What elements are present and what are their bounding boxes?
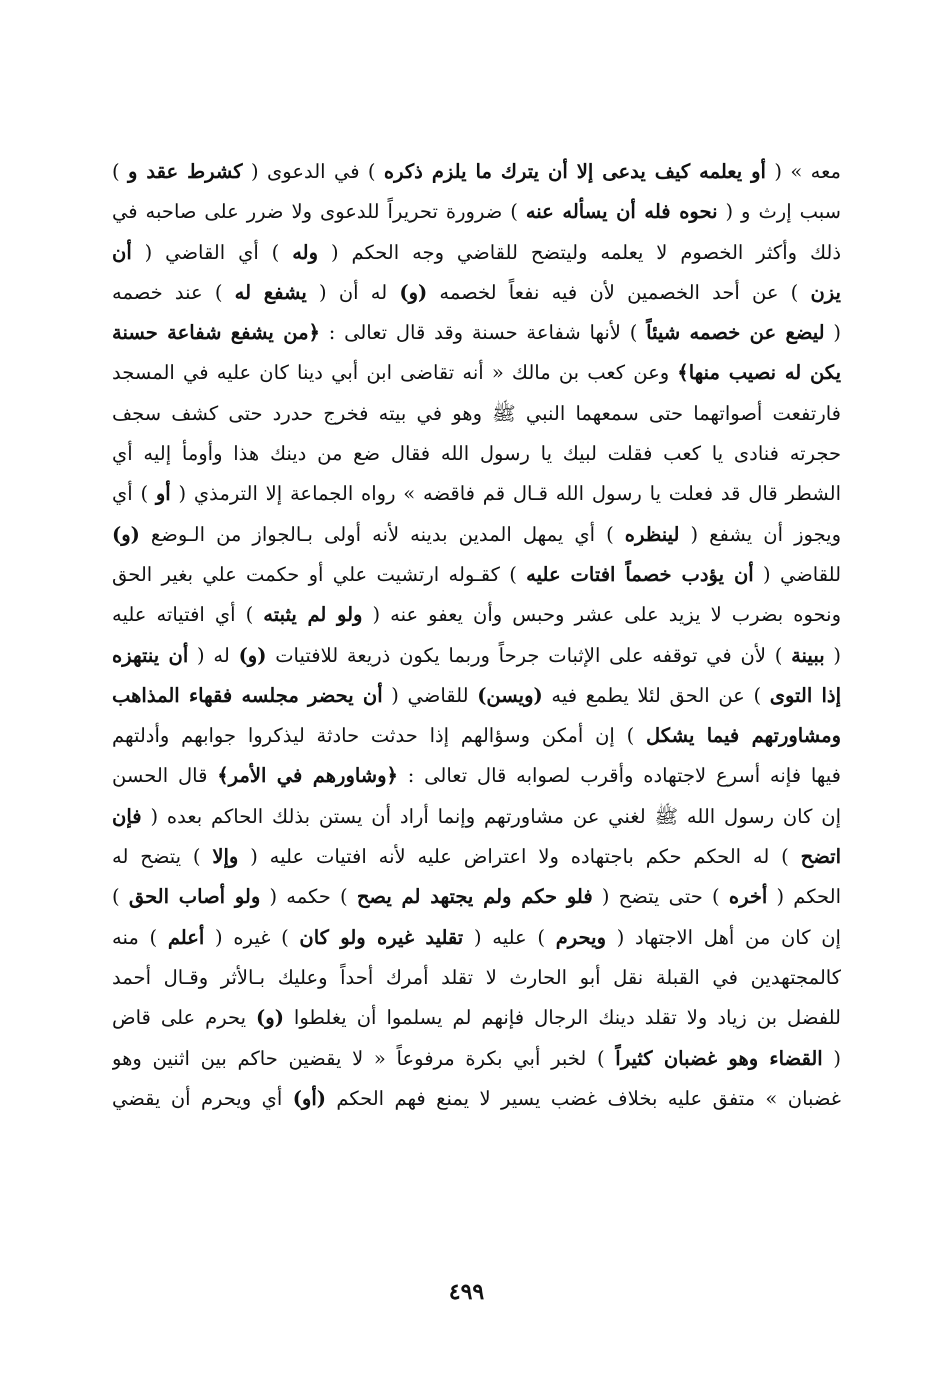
text-line	[112, 353, 841, 393]
text-segment: كالمجتهدين في القبلة نقل أبو الحارث لا تقلد أمرك أحداً وعليك بـالأثر وقـال أحمد	[112, 965, 841, 989]
bold-text-segment: وإلا	[212, 845, 239, 869]
bold-text-segment: ليضع عن خصمه شيئاً	[646, 321, 825, 345]
text-segment: ) يتضح له	[112, 845, 213, 869]
bold-text-segment: ومشاورتهم فيما يشكل	[646, 724, 841, 748]
text-segment: (	[824, 321, 841, 345]
text-segment: )	[112, 160, 128, 183]
text-segment: ) كقـوله ارتشيت علي أو حكمت علي بغير الحق	[112, 562, 527, 586]
text-segment: ) له الحكم حكم باجتهاده ولا اعتراض عليه لأنه افتيات عليه (	[238, 845, 801, 869]
text-line	[112, 837, 841, 877]
bold-text-segment: أن يحضر مجلسه فقهاء المذاهب	[112, 683, 383, 707]
text-segment: ) عن الحق لئلا يطمع فيه	[542, 683, 770, 707]
body-text	[112, 152, 841, 1119]
text-line	[112, 676, 841, 716]
text-segment: إن كان من أهل الاجتهاد (	[605, 925, 841, 949]
bold-text-segment: لينظره	[624, 522, 680, 546]
text-line	[112, 394, 841, 434]
text-segment: ونحوه بضرب لا يزيد على عشر وحبس وأن يعفو عنه (	[362, 603, 841, 627]
text-segment: سبب إرث و (	[717, 200, 841, 224]
text-segment: ) لخبر أبي بكرة مرفوعاً « لا يقضين حاكم بين اثنين وهو	[112, 1046, 616, 1070]
text-line	[112, 152, 841, 192]
text-segment: ) غيره (	[204, 925, 300, 949]
text-line	[112, 877, 841, 917]
text-segment: ) أي	[112, 482, 156, 506]
text-line	[112, 434, 841, 474]
text-line	[112, 797, 841, 837]
text-line	[112, 998, 841, 1038]
text-line	[112, 716, 841, 756]
text-segment: ) أي يمهل المدين بدينه لأنه أولى بـالجواز من الـوضع	[139, 522, 625, 546]
text-line	[112, 958, 841, 998]
bold-text-segment: أو يعلمه كيف يدعى إلا أن يترك ما يلزم ذكره	[383, 160, 766, 183]
text-segment: إن كان رسول الله ﷺ لغني عن مشاورتهم وإنما أراد أن يستن بذلك الحاكم بعده (	[141, 804, 841, 828]
bold-text-segment: (و)	[112, 522, 140, 546]
text-segment: الشطر قال قد فعلت يا رسول الله قـال قم فاقضه » رواه الجماعة إلا الترمذي (	[170, 482, 841, 506]
text-segment: للقاضي (	[753, 562, 841, 586]
bold-text-segment: (و)	[238, 643, 267, 667]
bold-text-segment: ﴿وشاورهم في الأمر﴾	[217, 764, 398, 788]
bold-text-segment: يزن	[810, 280, 841, 304]
text-segment: أي ويحرم أن يقضي	[112, 1086, 293, 1110]
text-segment: قال الحسن	[112, 764, 218, 788]
text-line	[112, 313, 841, 353]
text-segment: ) إن أمكن وسؤالهم إذا حدثت حادثة ليذكروا جوابهم وأدلتهم	[112, 724, 647, 748]
text-line	[112, 756, 841, 796]
text-segment: غضبان » متفق عليه بخلاف غضب يسير لا يمنع فهم الحكم	[326, 1086, 841, 1110]
text-segment: له أن (	[306, 280, 400, 304]
bold-text-segment: أن	[112, 240, 132, 264]
bold-text-segment: كشرط عقد و	[128, 160, 243, 183]
bold-text-segment: ولو لم يثبته	[263, 603, 363, 627]
text-line	[112, 273, 841, 313]
text-line	[112, 595, 841, 635]
text-line	[112, 1079, 841, 1119]
bold-text-segment: يشفع له	[234, 280, 307, 304]
bold-text-segment: ولو أصاب الحق	[128, 885, 261, 909]
text-line	[112, 1039, 841, 1079]
bold-text-segment: (و)	[399, 280, 428, 304]
text-segment: (	[824, 643, 841, 667]
text-segment: للقاضي (	[382, 683, 478, 707]
text-line	[112, 515, 841, 555]
bold-text-segment: أخره	[728, 885, 768, 909]
text-segment: وعن كعب بن مالك « أنه تقاضى ابن أبي دينا كان عليه في المسجد	[112, 361, 678, 385]
text-line	[112, 636, 841, 676]
text-segment: له (	[188, 643, 239, 667]
bold-text-segment: أن يؤدب خصماً افتات عليه	[526, 562, 754, 586]
text-segment: ) حكمه (	[260, 885, 357, 909]
bold-text-segment: يكن له نصيب منها﴾	[677, 361, 841, 385]
text-segment: ) أي القاضي (	[131, 240, 293, 264]
text-segment: يحرم على قاض	[112, 1006, 257, 1030]
text-segment: (	[822, 1046, 841, 1070]
bold-text-segment: فلو حكم ولم يجتهد لم يصح	[356, 885, 593, 909]
bold-text-segment: وله	[292, 240, 319, 264]
bold-text-segment: (أو)	[292, 1086, 326, 1110]
text-segment: معه » (	[765, 160, 841, 183]
bold-text-segment: القضاء وهو غضبان كثيراً	[615, 1046, 823, 1070]
text-line	[112, 555, 841, 595]
text-line	[112, 233, 841, 273]
bold-text-segment: أعلم	[167, 925, 205, 949]
text-segment: ويجوز أن يشفع (	[679, 522, 841, 546]
bold-text-segment: ببينة	[791, 643, 825, 667]
bold-text-segment: إذا التوى	[769, 683, 841, 707]
text-segment: حجرته فنادى يا كعب فقلت لبيك يا رسول الله فقال ضع من دينك هذا وأومأ إليه أي	[112, 442, 841, 466]
text-segment: ) لأن في توقفه على الإثبات جرحاً وربما يكون ذريعة للافتيات	[266, 643, 792, 667]
text-segment: ) عن أحد الخصمين لأن فيه نفعاً لخصمه	[427, 280, 811, 304]
text-segment: ) في الدعوى (	[242, 160, 384, 183]
text-segment: الحكم (	[767, 885, 841, 909]
bold-text-segment: نحوه فله أن يسأله عنه	[525, 200, 718, 224]
text-segment: فيها فإنه أسرع لاجتهاده وأقرب لصوابه قال تعالى :	[397, 764, 841, 788]
text-line	[112, 918, 841, 958]
page-number: ٤٩٩	[448, 1279, 485, 1305]
bold-text-segment: أن ينتهزه	[112, 643, 189, 667]
text-segment: للفضل بن زياد ولا تقلد دينك الرجال فإنهم لم يسلموا أن يغلطوا	[283, 1006, 841, 1030]
bold-text-segment: (و)	[256, 1006, 284, 1030]
text-segment: ذلك وأكثر الخصوم لا يعلمه وليتضح للقاضي وجه الحكم (	[318, 240, 841, 264]
bold-text-segment: اتضح	[800, 845, 841, 869]
bold-text-segment: ﴿من يشفع شفاعة حسنة	[112, 321, 320, 345]
text-segment: ) عند خصمه	[112, 280, 235, 304]
text-segment: )	[112, 885, 129, 909]
text-segment: ) منه	[112, 925, 168, 949]
text-line	[112, 474, 841, 514]
bold-text-segment: (ويسن)	[477, 683, 543, 707]
text-segment: فارتفعت أصواتهما حتى سمعهما النبي ﷺ وهو في بيته فخرج حدرد حتى كشف سجف	[112, 401, 841, 425]
text-segment: ) أي افتياته عليه	[112, 603, 264, 627]
text-segment: ) حتى يتضح (	[592, 885, 729, 909]
bold-text-segment: ويحرم	[555, 925, 606, 949]
text-segment: ) ضرورة تحريراً للدعوى ولا ضرر على صاحبه في	[112, 200, 526, 224]
text-segment: ) عليه (	[463, 925, 556, 949]
text-line	[112, 192, 841, 232]
bold-text-segment: أو	[155, 482, 171, 506]
text-segment: ) لأنها شفاعة حسنة وقد قال تعالى :	[319, 321, 647, 345]
bold-text-segment: فإن	[112, 804, 142, 828]
bold-text-segment: تقليد غيره ولو كان	[299, 925, 464, 949]
